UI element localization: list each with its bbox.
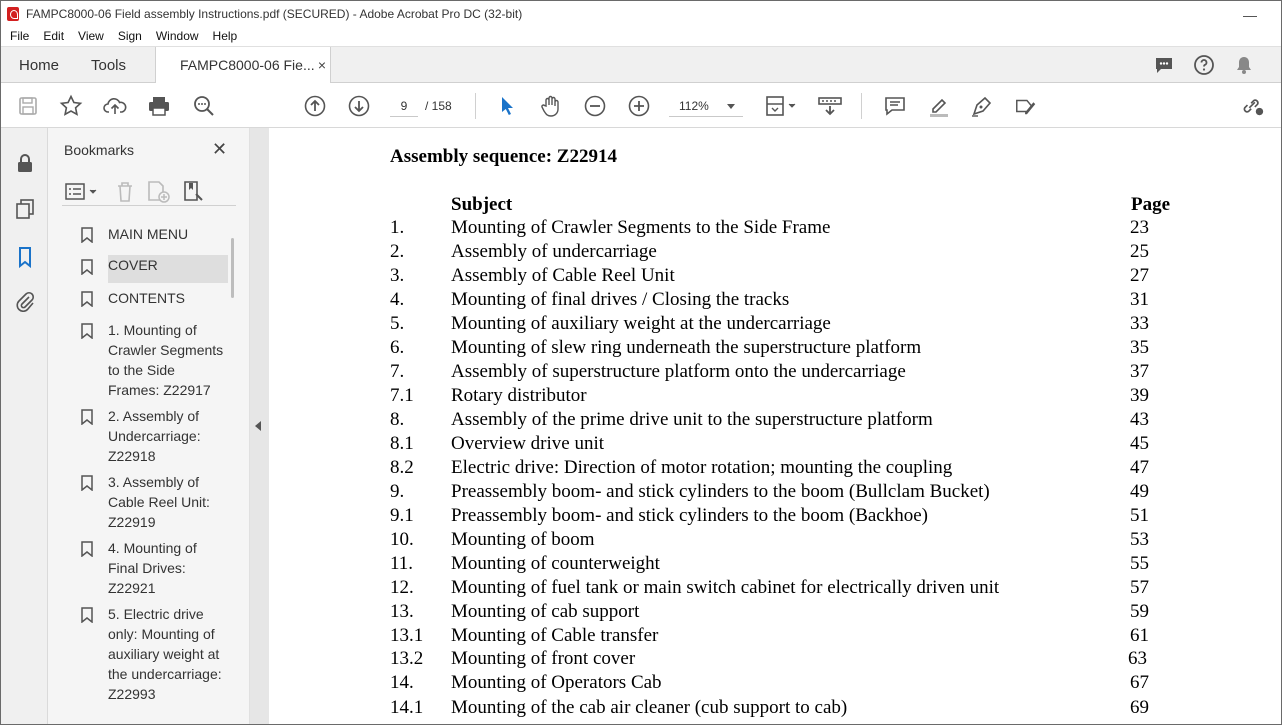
- toc-subject: Mounting of Crawler Segments to the Side Frame: [451, 217, 831, 238]
- tab-document[interactable]: [155, 47, 331, 84]
- menu-window[interactable]: Window: [155, 29, 199, 43]
- toc-row: [1, 672, 1281, 696]
- upload-cloud-icon[interactable]: [103, 94, 127, 118]
- find-bookmark-icon[interactable]: [182, 180, 206, 207]
- page-total: / 158: [425, 99, 452, 113]
- print-icon[interactable]: [147, 94, 171, 118]
- toc-page-number: 31: [1130, 289, 1149, 310]
- toc-page-number: 35: [1130, 337, 1149, 358]
- menu-bar: [1, 26, 1281, 46]
- toc-row: [1, 361, 1281, 385]
- tab-bar: [1, 46, 1281, 83]
- toc-subject: Preassembly boom- and stick cylinders to the boom (Bullclam Bucket): [451, 481, 990, 502]
- bookmark-label: 5. Electric drive only: Mounting of auxiliary weight at the undercarriage: Z22993: [108, 606, 222, 702]
- next-page-icon[interactable]: [347, 94, 371, 118]
- toc-number: 5.: [390, 313, 405, 334]
- toc-page-number: 37: [1130, 361, 1149, 382]
- toolbar-separator: [861, 93, 862, 119]
- toc-row: [1, 289, 1281, 313]
- scroll-mode-icon[interactable]: [817, 94, 843, 118]
- toc-page-number: 69: [1130, 697, 1149, 718]
- highlight-pen-icon[interactable]: [927, 94, 951, 118]
- toc-row: [1, 481, 1281, 505]
- link-share-icon[interactable]: [1241, 94, 1265, 118]
- star-icon[interactable]: [59, 94, 83, 118]
- toc-page-number: 43: [1130, 409, 1149, 430]
- zoom-level-value: 112%: [679, 99, 709, 113]
- comment-bubble-icon[interactable]: [1153, 54, 1175, 79]
- toc-subject: Preassembly boom- and stick cylinders to the boom (Backhoe): [451, 505, 929, 526]
- toc-number: 9.: [390, 481, 405, 502]
- bookmark-label: 3. Assembly of Cable Reel Unit: Z22919: [108, 474, 210, 530]
- bookmarks-toolbar: [62, 178, 236, 206]
- toc-number: 13.: [390, 601, 414, 622]
- toc-subject: Mounting of slew ring underneath the superstructure platform: [451, 337, 922, 358]
- toc-row: [1, 697, 1281, 721]
- bookmark-options-icon[interactable]: [64, 181, 100, 206]
- zoom-in-icon[interactable]: [627, 94, 651, 118]
- zoom-search-icon[interactable]: [192, 94, 216, 118]
- toc-page-number: 63: [1128, 648, 1147, 669]
- toc-number: 1.: [390, 217, 405, 238]
- lock-icon[interactable]: [14, 152, 36, 174]
- document-heading: Assembly sequence: Z22914: [390, 146, 617, 167]
- bookmark-label: COVER: [108, 255, 228, 283]
- chevron-down-icon: [727, 104, 735, 109]
- toc-subject: Mounting of auxiliary weight at the undercarriage: [451, 313, 831, 334]
- toc-row: [1, 337, 1281, 361]
- minimize-button[interactable]: [1243, 7, 1257, 17]
- toc-page-number: 23: [1130, 217, 1149, 238]
- zoom-out-icon[interactable]: [583, 94, 607, 118]
- toc-page-number: 59: [1130, 601, 1149, 622]
- toc-number: 6.: [390, 337, 405, 358]
- toc-number: 14.1: [390, 697, 424, 718]
- toc-row: [1, 601, 1281, 625]
- help-icon[interactable]: [1193, 54, 1215, 79]
- toc-row: [1, 529, 1281, 553]
- bookmark-label: 2. Assembly of Undercarriage: Z22918: [108, 408, 201, 464]
- toc-page-number: 27: [1130, 265, 1149, 286]
- toc-page-number: 45: [1130, 433, 1149, 454]
- toc-page-number: 47: [1130, 457, 1149, 478]
- zoom-level-select[interactable]: [669, 95, 743, 117]
- toc-number: 9.1: [390, 505, 414, 526]
- save-icon[interactable]: [16, 94, 40, 118]
- close-icon[interactable]: ✕: [212, 139, 228, 159]
- menu-file[interactable]: File: [10, 29, 30, 43]
- new-bookmark-icon[interactable]: [146, 180, 172, 207]
- toc-subject: Assembly of undercarriage: [451, 241, 657, 262]
- toc-subject: Rotary distributor: [451, 385, 587, 406]
- page-number-input[interactable]: 9: [390, 95, 418, 117]
- toc-page-number: 61: [1130, 625, 1149, 646]
- menu-edit[interactable]: Edit: [43, 29, 65, 43]
- toc-row: [1, 313, 1281, 337]
- toc-subject: Electric drive: Direction of motor rotation; mounting the coupling: [451, 457, 953, 478]
- toc-page-number: 49: [1130, 481, 1149, 502]
- toc-subject: Mounting of Cable transfer: [451, 625, 659, 646]
- draw-pen-icon[interactable]: [970, 94, 994, 118]
- toc-number: 4.: [390, 289, 405, 310]
- select-cursor-icon[interactable]: [495, 94, 519, 118]
- toc-subject: Overview drive unit: [451, 433, 605, 454]
- toc-number: 13.1: [390, 625, 424, 646]
- toc-page-number: 39: [1130, 385, 1149, 406]
- notification-bell-icon[interactable]: [1233, 54, 1255, 79]
- delete-bookmark-icon[interactable]: [114, 180, 136, 207]
- toc-number: 8.1: [390, 433, 414, 454]
- toc-number: 13.2: [390, 648, 424, 669]
- main-toolbar: [1, 83, 1281, 128]
- toc-number: 3.: [390, 265, 405, 286]
- bookmark-label: 1. Mounting of Crawler Segments to the Side Frames: Z22917: [108, 322, 224, 398]
- toc-row: [1, 385, 1281, 409]
- toc-page-number: 33: [1130, 313, 1149, 334]
- toc-row: [1, 409, 1281, 433]
- toc-number: 7.: [390, 361, 405, 382]
- toc-row: [1, 648, 1281, 672]
- toc-subject: Mounting of fuel tank or main switch cabinet for electrically driven unit: [451, 577, 1000, 598]
- toc-page-number: 25: [1130, 241, 1149, 262]
- tab-document-label: FAMPC8000-06 Fie...: [180, 57, 315, 73]
- toc-row: [1, 457, 1281, 481]
- toc-subject: Assembly of superstructure platform onto the undercarriage: [451, 361, 906, 382]
- acrobat-icon: [7, 7, 19, 21]
- toc-row: [1, 577, 1281, 601]
- toc-number: 11.: [390, 553, 414, 574]
- tab-tools[interactable]: Tools: [91, 57, 127, 74]
- toc-row: [1, 625, 1281, 649]
- toc-number: 2.: [390, 241, 405, 262]
- toc-number: 8.2: [390, 457, 414, 478]
- toc-number: 14.: [390, 672, 414, 693]
- previous-page-icon[interactable]: [303, 94, 327, 118]
- toc-number: 8.: [390, 409, 405, 430]
- toc-subject: Mounting of Operators Cab: [451, 672, 662, 693]
- toc-subject: Mounting of front cover: [451, 648, 636, 669]
- bookmarks-title: Bookmarks: [64, 142, 135, 158]
- bookmark-label: 4. Mounting of Final Drives: Z22921: [108, 540, 197, 596]
- toc-row: [1, 553, 1281, 577]
- toc-page-number: 53: [1130, 529, 1149, 550]
- menu-sign[interactable]: Sign: [117, 29, 142, 43]
- toc-page-number: 51: [1130, 505, 1149, 526]
- tab-close-button[interactable]: ×: [317, 57, 326, 73]
- toc-row: [1, 505, 1281, 529]
- toc-subject: Mounting of counterweight: [451, 553, 660, 574]
- menu-view[interactable]: View: [78, 29, 104, 43]
- page-column-header: Page: [1131, 194, 1171, 215]
- comment-icon[interactable]: [883, 94, 907, 118]
- title-bar: [1, 1, 1281, 26]
- subject-column-header: Subject: [451, 194, 513, 215]
- toc-row: [1, 217, 1281, 241]
- toc-subject: Assembly of the prime drive unit to the superstructure platform: [451, 409, 933, 430]
- toc-number: 10.: [390, 529, 414, 550]
- toc-number: 12.: [390, 577, 414, 598]
- bookmark-label: MAIN MENU: [108, 226, 189, 242]
- edit-tag-icon[interactable]: [1014, 94, 1038, 118]
- toc-number: 7.1: [390, 385, 414, 406]
- bookmark-label: CONTENTS: [108, 290, 185, 306]
- toc-subject: Mounting of final drives / Closing the tracks: [451, 289, 790, 310]
- toc-page-number: 67: [1130, 672, 1149, 693]
- toc-subject: Assembly of Cable Reel Unit: [451, 265, 675, 286]
- toc-subject: Mounting of cab support: [451, 601, 640, 622]
- toc-row: [1, 241, 1281, 265]
- page-fit-icon[interactable]: [763, 94, 799, 118]
- menu-help[interactable]: Help: [212, 29, 238, 43]
- hand-tool-icon[interactable]: [539, 94, 563, 118]
- toc-page-number: 55: [1130, 553, 1149, 574]
- toc-subject: Mounting of boom: [451, 529, 595, 550]
- toc-subject: Mounting of the cab air cleaner (cub support to cab): [451, 697, 848, 718]
- toc-row: [1, 433, 1281, 457]
- tab-home[interactable]: Home: [19, 57, 60, 74]
- window-title: FAMPC8000-06 Field assembly Instructions.pdf (SECURED) - Adobe Acrobat Pro DC (32-bit): [26, 6, 523, 21]
- toc-row: [1, 265, 1281, 289]
- toc-page-number: 57: [1130, 577, 1149, 598]
- toolbar-separator: [475, 93, 476, 119]
